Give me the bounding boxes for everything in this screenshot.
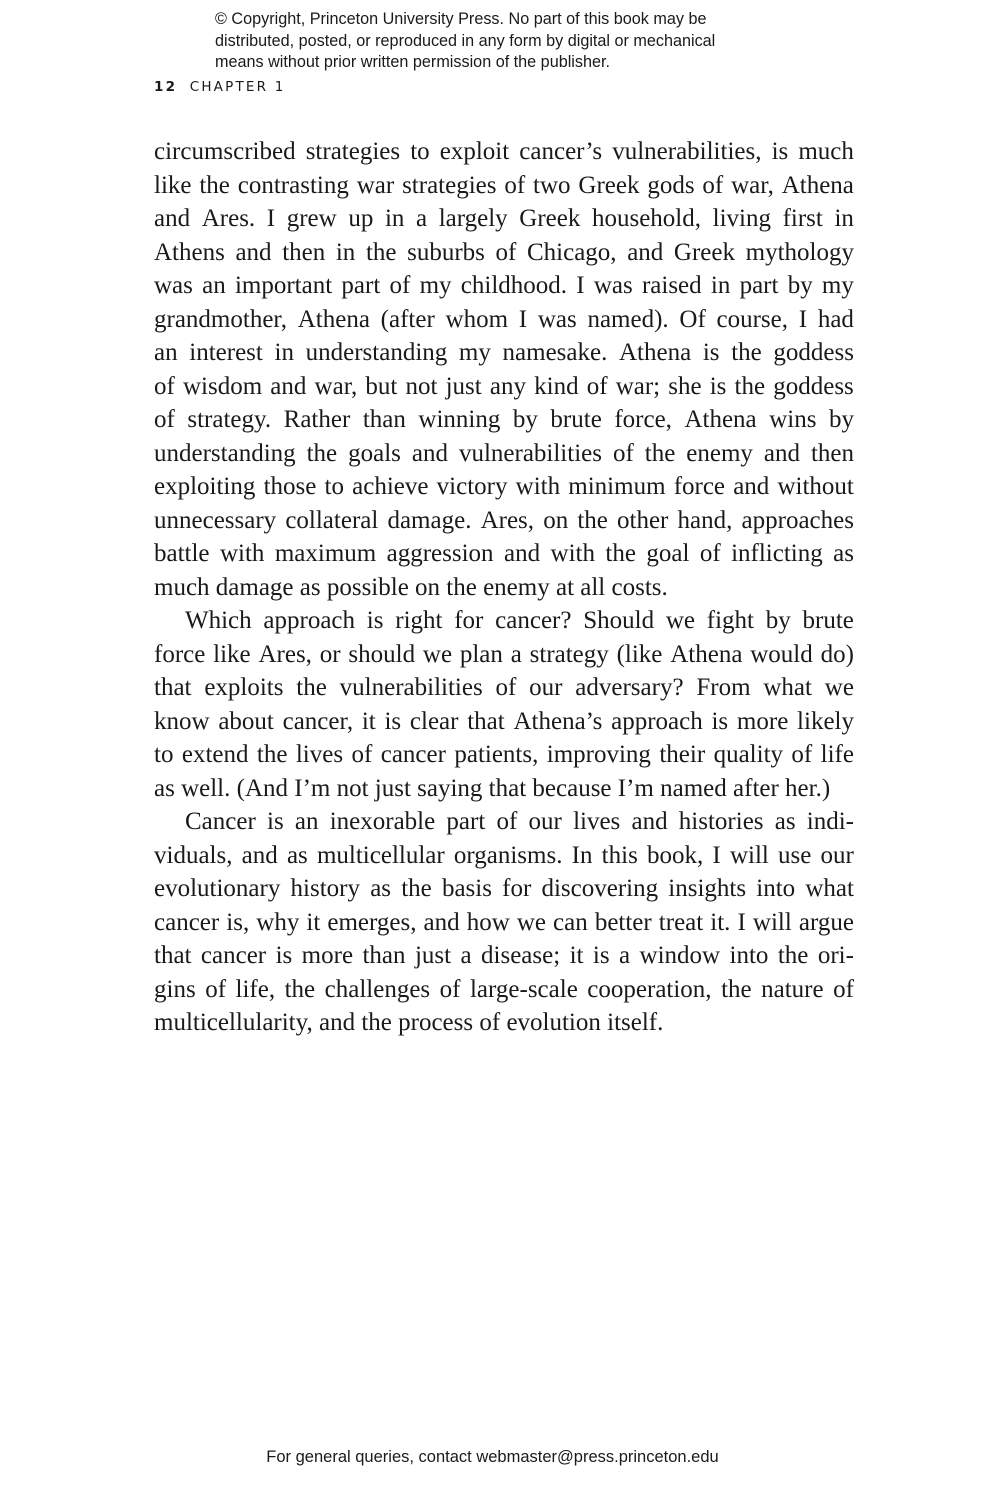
text-line: that cancer is more than just a disease; it is a window into the ori-	[154, 942, 854, 969]
page-number: 12	[154, 79, 178, 95]
copyright-line: distributed, posted, or reproduced in any form by digital or mechanical	[215, 31, 716, 50]
text-line: and Ares. I grew up in a largely Greek household, living first in	[154, 205, 854, 232]
text-line: circumscribed strategies to exploit cancer’s vulnerabilities, is much	[154, 138, 854, 165]
copyright-notice	[215, 9, 815, 74]
body-text	[154, 135, 854, 1040]
copyright-line: © Copyright, Princeton University Press. No part of this book may be	[215, 10, 707, 28]
text-line: of strategy. Rather than winning by brute force, Athena wins by	[154, 406, 854, 433]
running-head	[154, 79, 285, 95]
text-line: that exploits the vulnerabilities of our adversary? From what we	[154, 674, 854, 701]
paragraph	[154, 135, 854, 604]
text-line: understanding the goals and vulnerabilities of the enemy and then	[154, 439, 854, 467]
text-line: viduals, and as multicellular organisms. In this book, I will use our	[154, 841, 854, 869]
text-line: force like Ares, or should we plan a strategy (like Athena would do)	[154, 640, 854, 668]
text-line: exploiting those to achieve victory with minimum force and without	[154, 473, 854, 500]
text-line: Athens and then in the suburbs of Chicago, and Greek mythology	[154, 238, 854, 266]
paragraph	[154, 604, 854, 805]
text-line: unnecessary collateral damage. Ares, on the other hand, approaches	[154, 506, 854, 534]
text-line: battle with maximum aggression and with the goal of inflicting as	[154, 540, 854, 567]
text-line: like the contrasting war strategies of two Greek gods of war, Athena	[154, 171, 854, 199]
copyright-line: means without prior written permission of the publisher.	[215, 53, 610, 71]
paragraph	[154, 805, 854, 1040]
chapter-label: CHAPTER 1	[189, 79, 286, 95]
text-line: know about cancer, it is clear that Athena’s approach is more likely	[154, 707, 854, 735]
text-line: grandmother, Athena (after whom I was named). Of course, I had	[154, 305, 854, 333]
text-line: as well. (And I’m not just saying that because I’m named after her.)	[154, 774, 831, 802]
text-line: an interest in understanding my namesake. Athena is the goddess	[154, 339, 854, 366]
text-line: to extend the lives of cancer patients, improving their quality of life	[154, 741, 854, 768]
text-line: of wisdom and war, but not just any kind of war; she is the goddess	[154, 372, 854, 400]
text-line: was an important part of my childhood. I was raised in part by my	[154, 272, 854, 299]
text-line: multicellularity, and the process of evolution itself.	[154, 1009, 664, 1036]
text-line: much damage as possible on the enemy at all costs.	[154, 573, 668, 601]
text-line: evolutionary history as the basis for discovering insights into what	[154, 875, 854, 902]
text-line: Cancer is an inexorable part of our lives and histories as indi-	[185, 808, 854, 835]
text-line: gins of life, the challenges of large-scale cooperation, the nature of	[154, 975, 854, 1003]
text-line: cancer is, why it emerges, and how we can better treat it. I will argue	[154, 908, 854, 936]
footer-contact: For general queries, contact webmaster@press.princeton.edu	[266, 1448, 719, 1466]
text-line: Which approach is right for cancer? Should we fight by brute	[185, 607, 854, 634]
